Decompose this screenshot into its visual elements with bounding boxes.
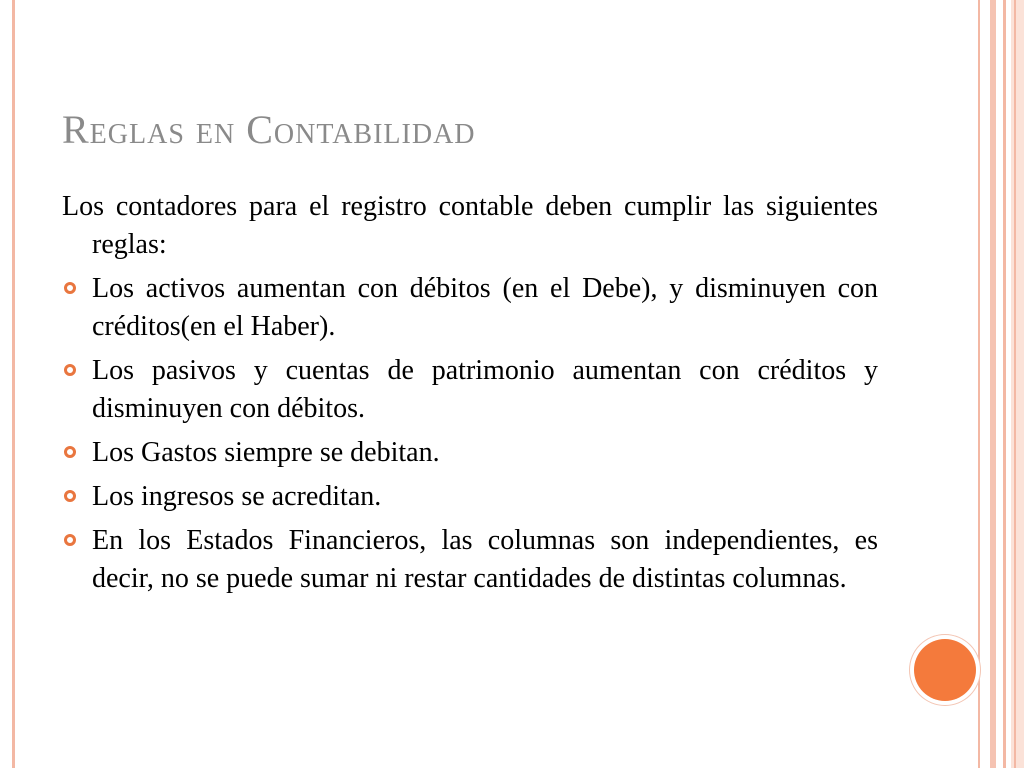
bullet-list	[62, 270, 878, 598]
slide-body	[62, 188, 878, 604]
ring-bullet-icon	[64, 446, 76, 458]
list-item	[62, 270, 878, 346]
ring-bullet-icon	[64, 490, 76, 502]
list-item-text: Los ingresos se acreditan.	[92, 481, 382, 512]
list-item-text: En los Estados Financieros, las columnas son independientes, es decir, no se puede sumar ni restar cantidades de distintas columnas.	[92, 525, 878, 594]
slide-title: Reglas en Contabilidad	[62, 107, 476, 152]
list-item	[62, 522, 878, 598]
right-border-band	[1011, 0, 1024, 768]
list-item-text: Los activos aumentan con débitos (en el Debe), y disminuyen con créditos(en el Haber).	[92, 273, 878, 342]
decorative-orange-circle	[914, 639, 976, 701]
list-item-text: Los pasivos y cuentas de patrimonio aumentan con créditos y disminuyen con débitos.	[92, 355, 878, 424]
intro-text: Los contadores para el registro contable deben cumplir las siguientes reglas:	[62, 191, 878, 260]
ring-bullet-icon	[64, 364, 76, 376]
right-border-line	[1003, 0, 1006, 768]
list-item-text: Los Gastos siempre se debitan.	[92, 437, 440, 468]
ring-bullet-icon	[64, 534, 76, 546]
list-item	[62, 352, 878, 428]
ring-bullet-icon	[64, 282, 76, 294]
list-item	[62, 478, 878, 516]
right-border-line	[978, 0, 980, 768]
list-item	[62, 434, 878, 472]
left-border-line	[12, 0, 15, 768]
right-border-line	[1014, 0, 1016, 768]
right-border-line	[990, 0, 996, 768]
